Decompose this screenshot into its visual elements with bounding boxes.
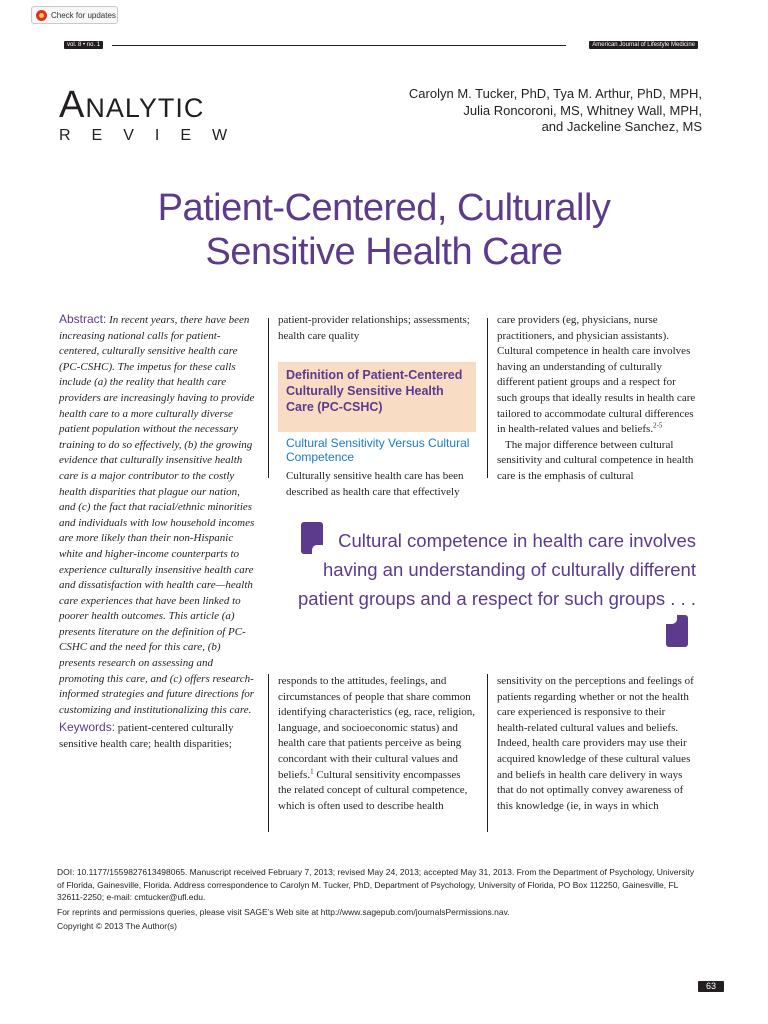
- column-2-mid: Culturally sensitive health care has been described as health care that effectively: [286, 470, 464, 498]
- title-line: Sensitive Health Care: [205, 231, 563, 273]
- author-list: [409, 86, 702, 136]
- column-3-top: [497, 313, 697, 485]
- badge-label: Check for updates: [51, 10, 116, 20]
- title-line: Patient-Centered, Culturally: [157, 187, 611, 229]
- footer-notes: [57, 866, 699, 935]
- citation-superscript: 1: [310, 766, 314, 775]
- copyright-note: Copyright © 2013 The Author(s): [57, 921, 177, 931]
- column-divider: [268, 318, 269, 478]
- column-3-bottom: sensitivity on the perceptions and feelings of patients regarding whether or not the health care experienced is responsive to their health-related cultural values and beliefs. Indeed, health care providers may use their acquired knowledge of these cultural values and beliefs in health care delivery in ways that do not optimally convey awareness of this knowledge (ie, in ways in which: [497, 675, 694, 812]
- close-quote-icon: [666, 615, 688, 647]
- citation-superscript: 2-5: [653, 421, 663, 430]
- col3-para2: The major difference between cultural sensitivity and cultural competence in health care is the emphasis of cultural: [497, 438, 694, 482]
- col2-bottom-text: responds to the attitudes, feelings, and circumstances of people that share common identifying characteristics (eg, race, religion, language, and socioeconomic status) and health care that patients perceive as being concordant with their cultural values and beliefs.: [278, 675, 475, 781]
- running-header: [64, 41, 698, 49]
- author-line: Julia Roncoroni, MS, Whitney Wall, MPH,: [463, 102, 702, 118]
- subheading: Cultural Sensitivity Versus Cultural Competence: [286, 436, 470, 464]
- section-label-small: REVIEW: [59, 127, 249, 144]
- author-line: and Jackeline Sanchez, MS: [541, 119, 702, 134]
- col2-bottom-text2: Cultural sensitivity encompasses the related concept of cultural competence, which is often used to describe health: [278, 768, 468, 812]
- page-number: 63: [698, 981, 724, 992]
- crossmark-icon: [36, 10, 47, 21]
- section-label-big: Analytic: [59, 84, 205, 126]
- abstract-label: Abstract:: [59, 312, 107, 326]
- abstract-text: In recent years, there have been increasing national calls for patient-centered, culturally sensitive health care (PC-CSHC). The impetus for these calls include (a) the reality that health care providers are increasingly having to provide health care to a more culturally diverse patient population without the necessary training to do so effectively, (b) the growing evidence that culturally insensitive health care is a major contributor to the costly health disparities that plague our nation, and (c) the fact that racial/ethnic minorities and individuals with low household incomes are more likely than their non-Hispanic white and higher-income counterparts to experience culturally insensitive health care and dissatisfaction with health care—health care experiences that have been linked to poorer health outcomes. This article (a) presents literature on the definition of PC-CSHC and the need for this care, (b) presents research on assessing and promoting this care, and (c) offers research-informed strategies and future directions for customizing and institutionalizing this care.: [59, 314, 255, 716]
- col3-text: care providers (eg, physicians, nurse practitioners, and physician assistants). Cultural competence in health care involves having an understanding of culturally different patient groups and a respect for such groups that ideally results in health care tailored to accommodate cultural differences in health-related values and beliefs.: [497, 314, 696, 436]
- header-rule: [112, 45, 566, 46]
- check-for-updates-badge[interactable]: [31, 6, 118, 24]
- permissions-note: For reprints and permissions queries, please visit SAGE’s Web site at http://www.sagepub.com/journalsPermissions.nav.: [57, 906, 510, 917]
- article-title: [40, 186, 728, 274]
- column-divider: [487, 318, 488, 478]
- definition-heading: Definition of Patient-Centered Culturally Sensitive Health Care (PC-CSHC): [286, 368, 463, 414]
- column-divider: [268, 674, 269, 832]
- author-line: Carolyn M. Tucker, PhD, Tya M. Arthur, PhD, MPH,: [408, 86, 702, 101]
- doi-note: DOI: 10.1177/1559827613498065. Manuscript received February 7, 2013; revised May 24, 2013; accepted May 31, 2013. From the Department of Psychology, University of Florida, Gainesville, Florida. Address correspondence to Carolyn M. Tucker, PhD, Department of Psychology, University of Florida, PO Box 112250, Gainesville, FL 32611-2250; e-mail: cmtucker@ufl.edu.: [57, 867, 695, 902]
- column-2-top: patient-provider relationships; assessments; health care quality: [278, 314, 470, 342]
- journal-name: American Journal of Lifestyle Medicine: [589, 41, 698, 49]
- abstract-column: [59, 312, 259, 753]
- section-label: [59, 86, 248, 146]
- definition-box: [278, 362, 476, 432]
- column-divider: [487, 674, 488, 832]
- keywords-text: patient-centered culturally sensitive health care; health disparities;: [59, 722, 234, 751]
- pull-quote-text: Cultural competence in health care involves having an understanding of culturally different patient groups and a respect for such groups . . .: [298, 530, 696, 609]
- column-2-bottom: [278, 674, 476, 814]
- volume-label: vol. 8 • no. 1: [64, 41, 103, 49]
- keywords-label: Keywords:: [59, 720, 116, 735]
- pull-quote: [296, 522, 700, 647]
